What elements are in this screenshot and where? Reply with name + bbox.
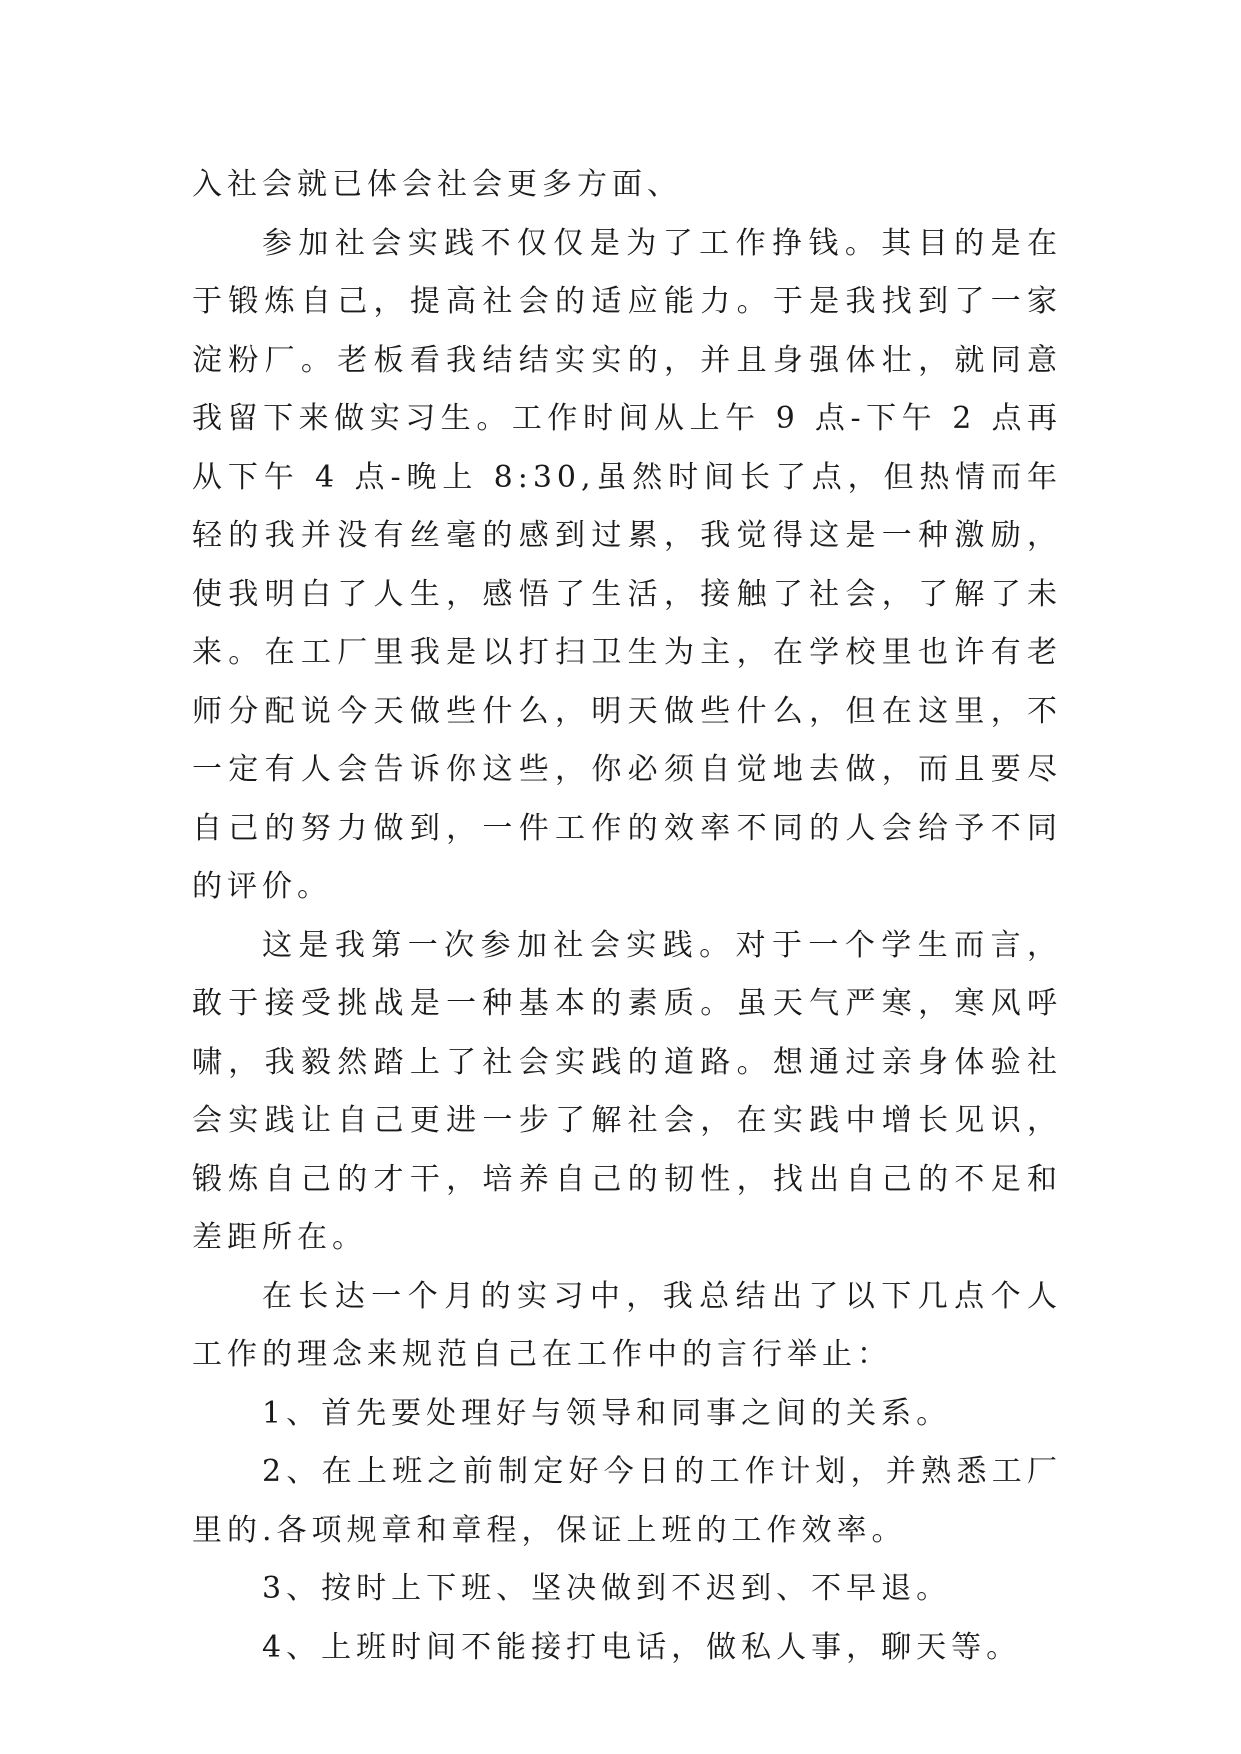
list-item-4: 4、上班时间不能接打电话，做私人事，聊天等。	[262, 1629, 1022, 1665]
document-body	[192, 156, 1062, 1677]
paragraph-work-principles-intro: 在长达一个月的实习中，我总结出了以下几点个人工作的理念来规范自己在工作中的言行举止：	[192, 1278, 1062, 1372]
paragraph-practice-purpose: 参加社会实践不仅仅是为了工作挣钱。其目的是在于锻炼自己，提高社会的适应能力。于是我找到了一家淀粉厂。老板看我结结实实的，并且身强体壮，就同意我留下来做实习生。工作时间从上午 9 点-下午 2 点再从下午 4 点-晚上 8:30,虽然时间长了点，但热情而年轻的我并没有丝毫的感到过累，我觉得这是一种激励，使我明白了人生，感悟了生活，接触了社会，了解了未来。在工厂里我是以打扫卫生为主，在学校里也许有老师分配说今天做些什么，明天做些什么，但在这里，不一定有人会告诉你这些，你必须自觉地去做，而且要尽自己的努力做到，一件工作的效率不同的人会给予不同的评价。	[192, 225, 1062, 904]
paragraph-first-practice: 这是我第一次参加社会实践。对于一个学生而言，敢于接受挑战是一种基本的素质。虽天气严寒，寒风呼啸，我毅然踏上了社会实践的道路。想通过亲身体验社会实践让自己更进一步了解社会，在实践中增长见识，锻炼自己的才干，培养自己的韧性，找出自己的不足和差距所在。	[192, 927, 1062, 1255]
list-item-3: 3、按时上下班、坚决做到不迟到、不早退。	[262, 1571, 952, 1606]
paragraph-continuation: 入社会就已体会社会更多方面、	[192, 167, 682, 202]
list-item-1: 1、首先要处理好与领导和同事之间的关系。	[262, 1395, 952, 1431]
list-item-2: 2、在上班之前制定好今日的工作计划，并熟悉工厂里的.各项规章和章程，保证上班的工作效率。	[192, 1454, 1062, 1548]
